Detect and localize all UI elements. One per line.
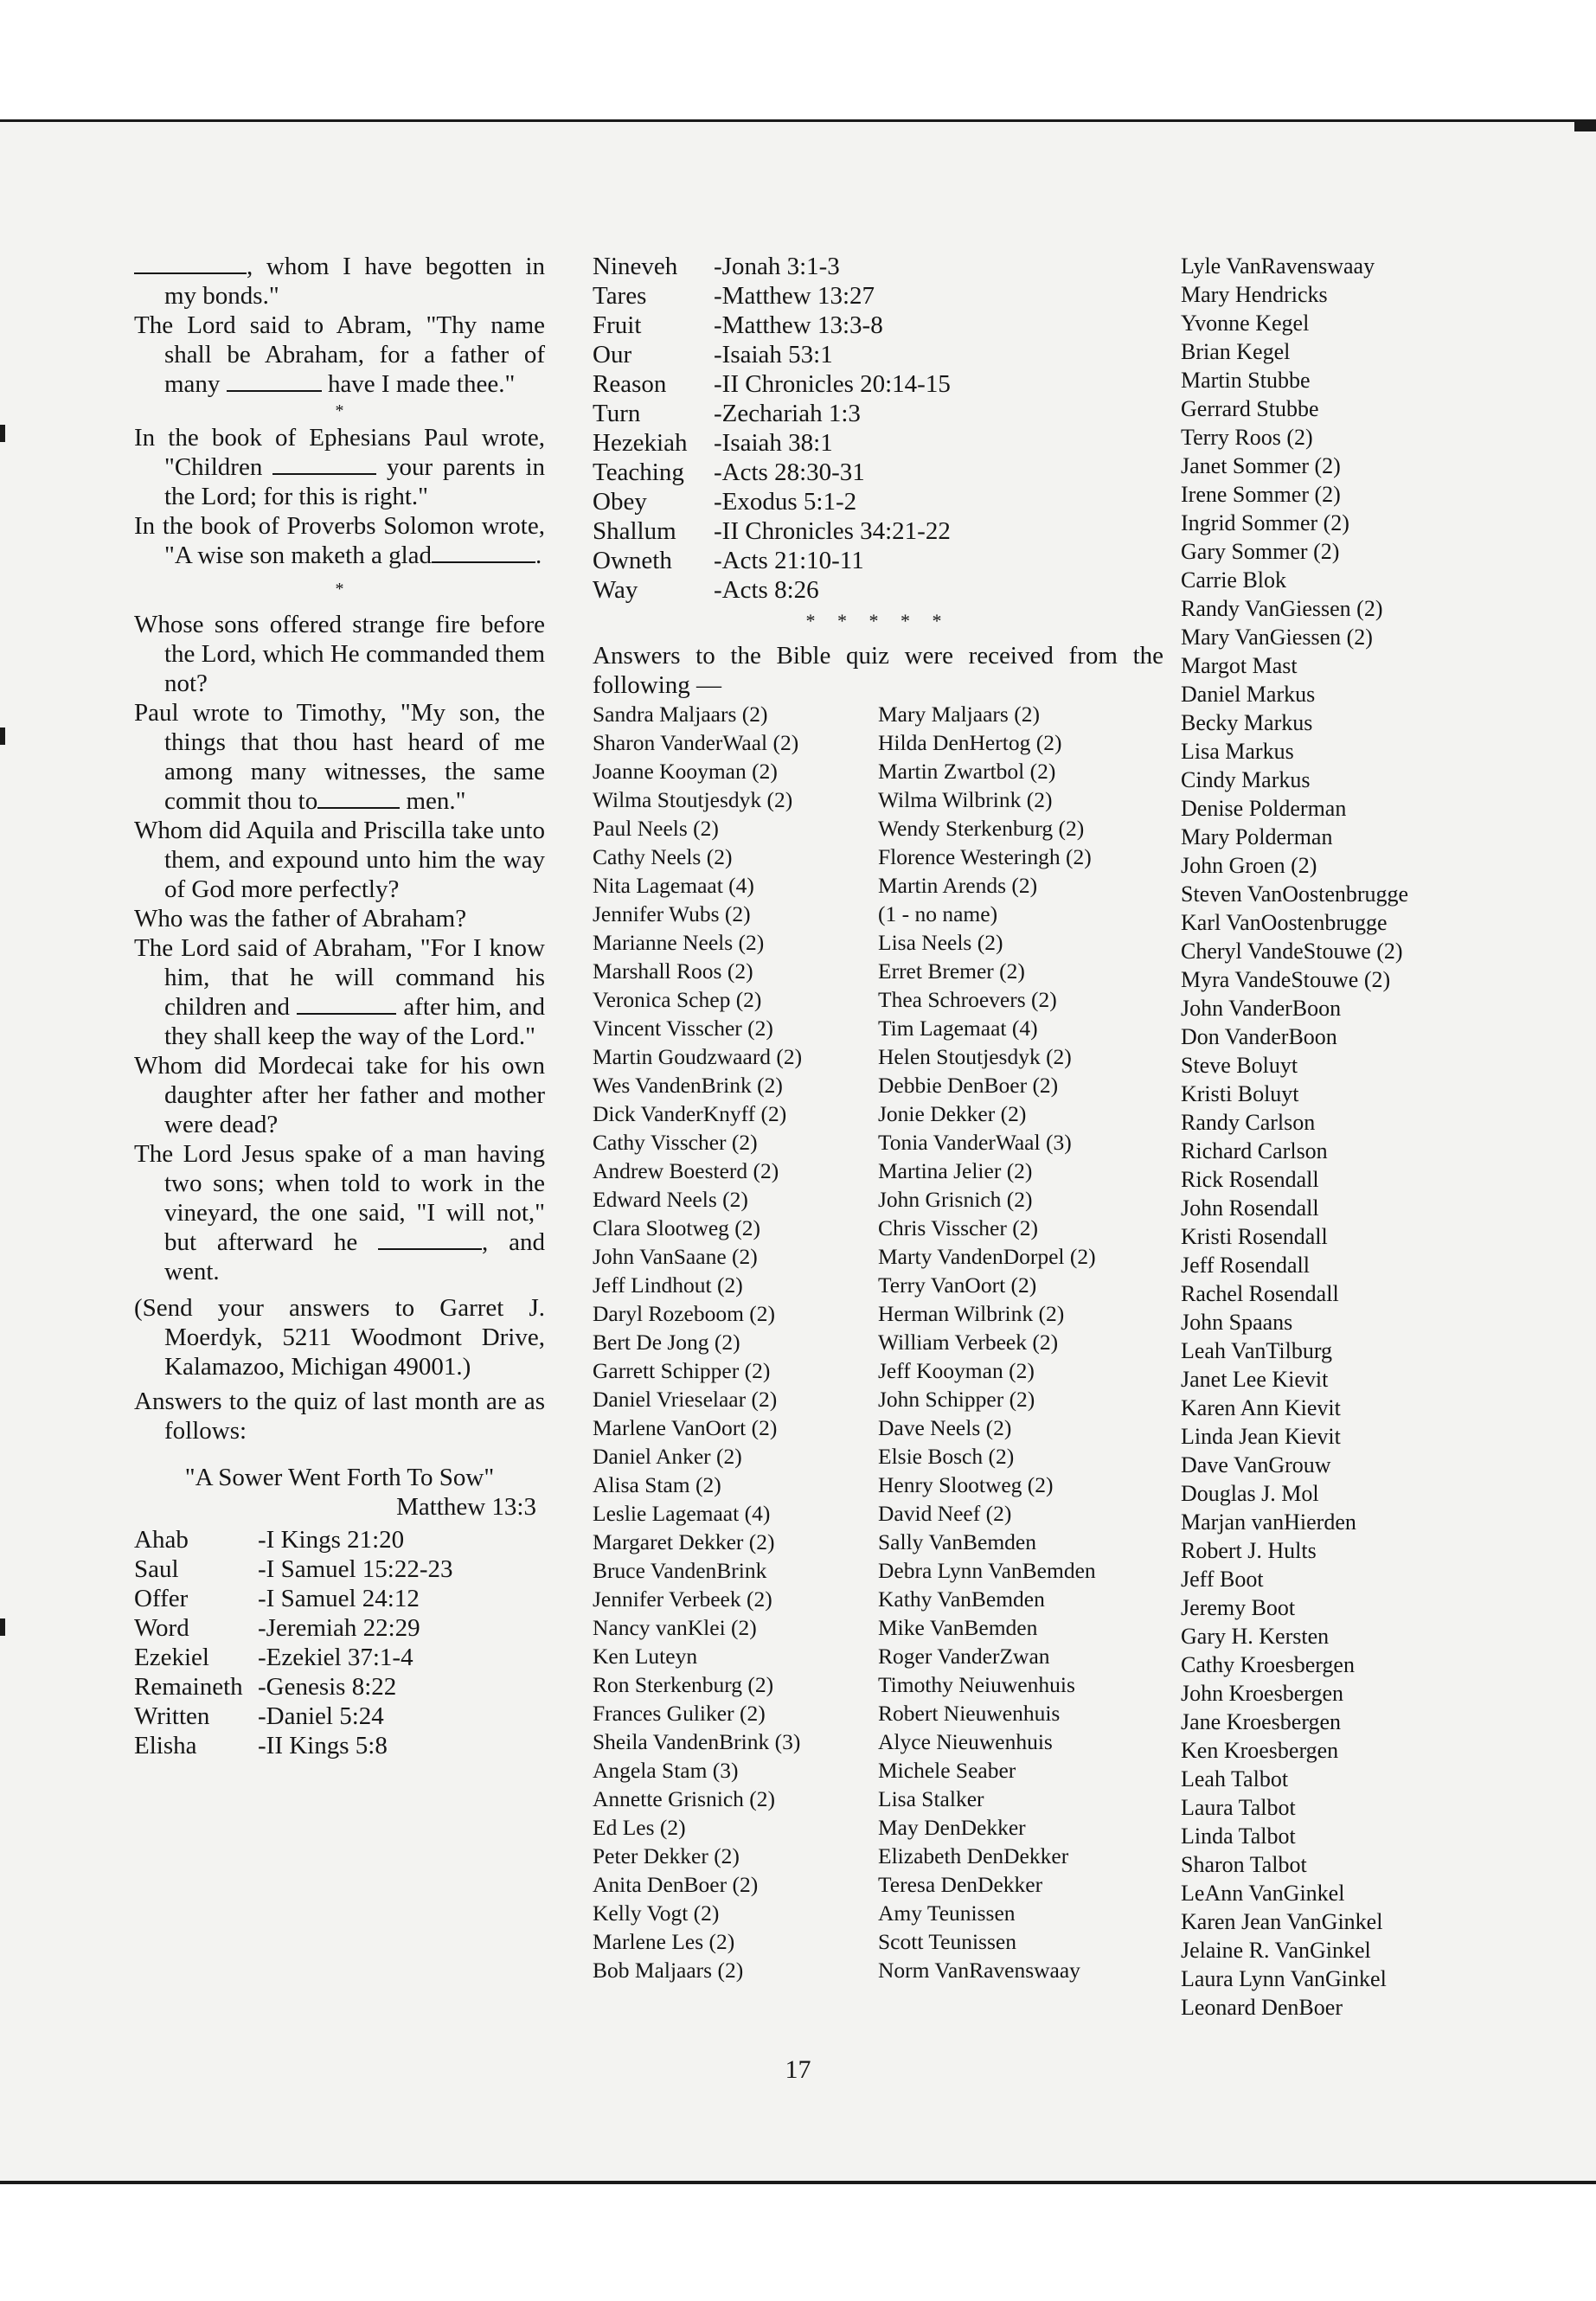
answer-row <box>593 369 1163 399</box>
answer-blank <box>227 369 322 392</box>
answer-row <box>593 516 1163 546</box>
respondent-name: Leah VanTilburg <box>1181 1338 1333 1363</box>
answer-row <box>134 1554 545 1584</box>
page-corner-mark <box>1574 119 1596 131</box>
respondent-name: Cathy Visscher (2) <box>593 1130 758 1155</box>
answer-reference: -Matthew 13:27 <box>714 282 875 310</box>
respondent-name: Cathy Kroesbergen <box>1181 1652 1355 1677</box>
answer-row <box>593 458 1163 487</box>
respondent-name: Ed Les (2) <box>593 1815 686 1840</box>
answer-row <box>593 428 1163 458</box>
respondent-name: Wilma Wilbrink (2) <box>878 787 1053 812</box>
answer-row <box>593 281 1163 311</box>
answer-word: Fruit <box>593 311 642 339</box>
answer-reference: -Acts 21:10-11 <box>714 547 864 574</box>
respondent-name: Ingrid Sommer (2) <box>1181 510 1349 535</box>
respondent-name: Douglas J. Mol <box>1181 1481 1319 1506</box>
answer-row <box>134 1702 545 1731</box>
quiz-column <box>134 252 545 1760</box>
respondent-name: Sally VanBemden <box>878 1529 1036 1554</box>
respondent-name: Nancy vanKlei (2) <box>593 1615 757 1640</box>
respondent-name: Denise Polderman <box>1181 796 1347 821</box>
respondent-name: Wes VandenBrink (2) <box>593 1073 783 1098</box>
respondent-name: Mary VanGiessen (2) <box>1181 625 1373 650</box>
page-number: 17 <box>785 2055 811 2084</box>
respondent-name: Myra VandeStouwe (2) <box>1181 967 1391 992</box>
respondent-name: Garrett Schipper (2) <box>593 1358 771 1383</box>
respondent-name: Gerrard Stubbe <box>1181 396 1319 421</box>
answers-column <box>593 252 1163 1984</box>
answer-reference: -Acts 28:30-31 <box>714 458 865 486</box>
respondent-name: Jonie Dekker (2) <box>878 1101 1027 1126</box>
respondent-name: Cheryl VandeStouwe (2) <box>1181 939 1403 964</box>
respondent-name: Wendy Sterkenburg (2) <box>878 816 1085 841</box>
last-quiz-ref: Matthew 13:3 <box>396 1493 536 1521</box>
respondent-name: Daniel Anker (2) <box>593 1444 742 1469</box>
respondent-name: Jennifer Verbeek (2) <box>593 1586 772 1612</box>
answer-word: Teaching <box>593 458 684 486</box>
separator: * <box>335 401 344 420</box>
respondent-name: Tonia VanderWaal (3) <box>878 1130 1072 1155</box>
answers-list <box>134 1525 545 1760</box>
answer-word: Owneth <box>593 547 672 574</box>
respondent-name: Florence Westeringh (2) <box>878 844 1092 869</box>
respondent-name: Michele Seaber <box>878 1758 1016 1783</box>
answer-word: Saul <box>134 1555 179 1583</box>
respondent-name: Lisa Neels (2) <box>878 930 1003 955</box>
respondent-name: Cathy Neels (2) <box>593 844 733 869</box>
quiz-question: , whom I have begotten in my bonds." <box>134 252 545 311</box>
respondent-name: Mike VanBemden <box>878 1615 1038 1640</box>
respondent-name: Martin Goudzwaard (2) <box>593 1044 803 1069</box>
respondent-name: Gary H. Kersten <box>1181 1624 1330 1649</box>
respondents-list <box>593 700 1163 1984</box>
answer-reference: -I Kings 21:20 <box>258 1526 405 1554</box>
respondent-name: Dick VanderKnyff (2) <box>593 1101 787 1126</box>
respondent-name: David Neef (2) <box>878 1501 1012 1526</box>
respondent-name: Alisa Stam (2) <box>593 1472 721 1497</box>
respondent-name: Jeff Boot <box>1181 1567 1264 1592</box>
respondent-name: John Kroesbergen <box>1181 1681 1343 1706</box>
last-month-intro: Answers to the quiz of last month are as follows: <box>134 1388 545 1445</box>
respondent-name: Wilma Stoutjesdyk (2) <box>593 787 793 812</box>
respondent-name: Hilda DenHertog (2) <box>878 730 1062 755</box>
respondent-name: Ken Kroesbergen <box>1181 1738 1339 1763</box>
answer-reference: -Matthew 13:3-8 <box>714 311 883 339</box>
respondent-name: Debbie DenBoer (2) <box>878 1073 1059 1098</box>
send-answers-note: (Send your answers to Garret J. Moerdyk, 5211 Woodmont Drive, Kalamazoo, Michigan 49001.) <box>134 1294 545 1381</box>
respondent-name: LeAnn VanGinkel <box>1181 1881 1345 1906</box>
respondent-name: Debra Lynn VanBemden <box>878 1558 1096 1583</box>
answer-word: Ezekiel <box>134 1644 209 1671</box>
respondent-name: Karl VanOostenbrugge <box>1181 910 1388 935</box>
respondent-name: Margot Mast <box>1181 653 1298 678</box>
answer-row <box>593 575 1163 605</box>
respondent-name: Martin Stubbe <box>1181 368 1311 393</box>
respondent-name: Gary Sommer (2) <box>1181 539 1340 564</box>
respondent-name: Ron Sterkenburg (2) <box>593 1672 774 1697</box>
answer-word: Written <box>134 1702 210 1730</box>
respondent-name: Marjan vanHierden <box>1181 1509 1356 1535</box>
answer-blank <box>317 786 400 809</box>
quiz-question: Who was the father of Abraham? <box>134 905 467 933</box>
answer-row <box>593 487 1163 516</box>
answer-word: Remaineth <box>134 1673 243 1701</box>
last-quiz-title: "A Sower Went Forth To Sow" <box>184 1464 495 1491</box>
binding-mark <box>0 1618 5 1636</box>
respondent-name: Randy VanGiessen (2) <box>1181 596 1383 621</box>
respondent-name: Norm VanRavenswaay <box>878 1958 1080 1983</box>
respondent-name: Daniel Markus <box>1181 682 1316 707</box>
respondent-name: Karen Ann Kievit <box>1181 1395 1341 1420</box>
answer-reference: -Isaiah 38:1 <box>714 429 833 457</box>
answer-reference: -Acts 8:26 <box>714 576 819 604</box>
respondent-name: Marlene VanOort (2) <box>593 1415 778 1440</box>
respondent-name: Thea Schroevers (2) <box>878 987 1057 1012</box>
respondent-name: Helen Stoutjesdyk (2) <box>878 1044 1072 1069</box>
respondent-name: Nita Lagemaat (4) <box>593 873 754 898</box>
quiz-question: The Lord Jesus spake of a man having two sons; when told to work in the vineyard, the one said, "I will not," but afterward he , and went. <box>134 1140 546 1285</box>
respondent-name: Leonard DenBoer <box>1181 1995 1343 2020</box>
respondent-name: Jeff Kooyman (2) <box>878 1358 1035 1383</box>
answer-word: Way <box>593 576 638 604</box>
respondent-name: Rick Rosendall <box>1181 1167 1319 1192</box>
quiz-question: The Lord said of Abraham, "For I know him, that he will command his children and after him, and they shall keep the way of the Lord." <box>134 934 546 1050</box>
respondent-name: Paul Neels (2) <box>593 816 719 841</box>
quiz-question: The Lord said to Abram, "Thy name shall be Abraham, for a father of many have I made thee." <box>134 311 545 398</box>
respondent-name: Marty VandenDorpel (2) <box>878 1244 1096 1269</box>
answer-row <box>593 252 1163 281</box>
respondent-name: Martina Jelier (2) <box>878 1158 1033 1183</box>
respondent-name: Don VanderBoon <box>1181 1024 1337 1049</box>
quiz-question: In the book of Proverbs Solomon wrote, "A wise son maketh a glad . <box>134 512 545 569</box>
respondent-name: Irene Sommer (2) <box>1181 482 1341 507</box>
respondent-name: William Verbeek (2) <box>878 1330 1059 1355</box>
respondent-name: Jane Kroesbergen <box>1181 1709 1342 1734</box>
respondent-name: Jeff Lindhout (2) <box>593 1272 743 1298</box>
answer-reference: -Genesis 8:22 <box>258 1673 397 1701</box>
respondent-name: Chris Visscher (2) <box>878 1215 1038 1240</box>
respondent-name: John Spaans <box>1181 1310 1293 1335</box>
answer-reference: -II Kings 5:8 <box>258 1732 388 1759</box>
respondent-name: Linda Jean Kievit <box>1181 1424 1341 1449</box>
respondent-name: (1 - no name) <box>878 901 998 926</box>
answer-word: Shallum <box>593 517 676 545</box>
answer-reference: -Isaiah 53:1 <box>714 341 833 369</box>
respondent-name: John VanSaane (2) <box>593 1244 758 1269</box>
respondent-name: John Grisnich (2) <box>878 1187 1033 1212</box>
respondent-name: Herman Wilbrink (2) <box>878 1301 1065 1326</box>
answer-blank <box>134 252 247 274</box>
respondent-name: Margaret Dekker (2) <box>593 1529 775 1554</box>
answer-row <box>593 340 1163 369</box>
respondent-name: Sharon Talbot <box>1181 1852 1307 1877</box>
respondent-name: Andrew Boesterd (2) <box>593 1158 779 1183</box>
separator: * <box>335 580 344 599</box>
received-intro: Answers to the Bible quiz were received from the following — <box>593 642 1163 699</box>
respondent-name: Steve Boluyt <box>1181 1053 1298 1078</box>
respondent-name: Cindy Markus <box>1181 767 1311 792</box>
respondent-name: Terry VanOort (2) <box>878 1272 1037 1298</box>
respondent-name: Rachel Rosendall <box>1181 1281 1339 1306</box>
quiz-question: Whom did Mordecai take for his own daughter after her father and mother were dead? <box>134 1052 545 1138</box>
answer-word: Ahab <box>134 1526 189 1554</box>
respondent-name: Laura Talbot <box>1181 1795 1296 1820</box>
respondent-name: Frances Guliker (2) <box>593 1701 766 1726</box>
respondent-name: Kristi Boluyt <box>1181 1081 1299 1106</box>
respondent-name: Jeff Rosendall <box>1181 1253 1310 1278</box>
answer-reference: -II Chronicles 34:21-22 <box>714 517 951 545</box>
answer-blank <box>432 541 535 563</box>
respondent-name: Yvonne Kegel <box>1181 311 1310 336</box>
quiz-question: Whom did Aquila and Priscilla take unto them, and expound unto him the way of God more perfectly? <box>134 817 545 903</box>
answer-word: Reason <box>593 370 667 398</box>
respondent-name: Elsie Bosch (2) <box>878 1444 1015 1469</box>
answer-word: Turn <box>593 400 641 427</box>
answer-reference: -Jonah 3:1-3 <box>714 253 840 280</box>
respondent-name: Marshall Roos (2) <box>593 958 753 984</box>
respondent-name: Ken Luteyn <box>593 1644 698 1669</box>
answer-word: Elisha <box>134 1732 197 1759</box>
answer-reference: -Ezekiel 37:1-4 <box>258 1644 413 1671</box>
respondent-name: Martin Arends (2) <box>878 873 1038 898</box>
respondent-name: Elizabeth DenDekker <box>878 1843 1069 1868</box>
answer-word: Hezekiah <box>593 429 688 457</box>
respondent-name: Clara Slootweg (2) <box>593 1215 761 1240</box>
answer-row <box>134 1731 545 1760</box>
answer-word: Obey <box>593 488 647 516</box>
binding-mark <box>0 727 5 745</box>
respondent-name: Steven VanOostenbrugge <box>1181 881 1409 907</box>
respondent-name: Randy Carlson <box>1181 1110 1316 1135</box>
respondent-name: Lisa Stalker <box>878 1786 984 1811</box>
respondent-name: Becky Markus <box>1181 710 1313 735</box>
respondent-name: Lisa Markus <box>1181 739 1294 764</box>
respondent-name: John VanderBoon <box>1181 996 1342 1021</box>
respondent-name: Daniel Vrieselaar (2) <box>593 1387 778 1412</box>
respondent-name: John Groen (2) <box>1181 853 1317 878</box>
answer-reference: -I Samuel 15:22-23 <box>258 1555 453 1583</box>
respondent-name: Kristi Rosendall <box>1181 1224 1328 1249</box>
stars-separator: * * * * * <box>805 610 951 631</box>
respondent-name: Terry Roos (2) <box>1181 425 1313 450</box>
answer-row <box>134 1613 545 1643</box>
answers-list <box>593 252 1163 605</box>
answer-word: Word <box>134 1614 189 1642</box>
respondent-name: Dave VanGrouw <box>1181 1452 1331 1477</box>
respondent-name: Teresa DenDekker <box>878 1872 1043 1897</box>
respondent-name: Lyle VanRavenswaay <box>1181 253 1375 279</box>
answer-word: Tares <box>593 282 647 310</box>
answer-reference: -II Chronicles 20:14-15 <box>714 370 951 398</box>
respondents-column <box>1181 252 1527 2022</box>
answer-row <box>134 1525 545 1554</box>
respondent-name: Robert J. Hults <box>1181 1538 1317 1563</box>
respondent-name: Henry Slootweg (2) <box>878 1472 1054 1497</box>
respondent-name: Amy Teunissen <box>878 1900 1016 1926</box>
quiz-question: Paul wrote to Timothy, "My son, the things that thou hast heard of me among many witnesses, the same commit thou to men." <box>134 699 545 815</box>
respondent-name: Robert Nieuwenhuis <box>878 1701 1061 1726</box>
answer-row <box>593 546 1163 575</box>
answer-reference: -I Samuel 24:12 <box>258 1585 420 1612</box>
respondent-name: Mary Hendricks <box>1181 282 1328 307</box>
answer-row <box>134 1584 545 1613</box>
respondent-name: Erret Bremer (2) <box>878 958 1025 984</box>
respondent-name: Linda Talbot <box>1181 1823 1296 1849</box>
respondent-name: Martin Zwartbol (2) <box>878 759 1056 784</box>
respondent-name: Anita DenBoer (2) <box>593 1872 759 1897</box>
quiz-question: Whose sons offered strange fire before the Lord, which He commanded them not? <box>134 611 545 697</box>
respondent-name: Joanne Kooyman (2) <box>593 759 778 784</box>
answer-reference: -Exodus 5:1-2 <box>714 488 857 516</box>
answer-reference: -Jeremiah 22:29 <box>258 1614 420 1642</box>
respondent-name: Marianne Neels (2) <box>593 930 765 955</box>
respondent-name: Bruce VandenBrink <box>593 1558 767 1583</box>
respondent-name: Alyce Nieuwenhuis <box>878 1729 1053 1754</box>
respondent-name: Vincent Visscher (2) <box>593 1016 773 1041</box>
respondent-name: Bert De Jong (2) <box>593 1330 740 1355</box>
answer-reference: -Zechariah 1:3 <box>714 400 861 427</box>
respondent-name: Karen Jean VanGinkel <box>1181 1909 1383 1934</box>
respondent-name: Veronica Schep (2) <box>593 987 762 1012</box>
quiz-question: In the book of Ephesians Paul wrote, "Children your parents in the Lord; for this is right." <box>134 424 546 510</box>
respondent-name: Marlene Les (2) <box>593 1929 735 1954</box>
respondent-name: Janet Sommer (2) <box>1181 453 1341 478</box>
answer-blank <box>378 1227 482 1250</box>
respondent-name: Richard Carlson <box>1181 1138 1328 1163</box>
respondent-name: John Schipper (2) <box>878 1387 1035 1412</box>
respondent-name: Sandra Maljaars (2) <box>593 702 768 727</box>
respondent-name: Jeremy Boot <box>1181 1595 1296 1620</box>
answer-row <box>134 1672 545 1702</box>
respondent-name: Roger VanderZwan <box>878 1644 1050 1669</box>
magazine-page <box>0 119 1596 2184</box>
answer-word: Our <box>593 341 632 369</box>
respondent-name: Timothy Neiuwenhuis <box>878 1672 1075 1697</box>
respondent-name: Sharon VanderWaal (2) <box>593 730 799 755</box>
answer-row <box>134 1643 545 1672</box>
respondent-name: Angela Stam (3) <box>593 1758 739 1783</box>
respondent-name: Tim Lagemaat (4) <box>878 1016 1038 1041</box>
respondent-name: Sheila VandenBrink (3) <box>593 1729 801 1754</box>
respondent-name: Janet Lee Kievit <box>1181 1367 1329 1392</box>
answer-row <box>593 399 1163 428</box>
respondent-name: Peter Dekker (2) <box>593 1843 740 1868</box>
respondent-name: Annette Grisnich (2) <box>593 1786 776 1811</box>
answer-blank <box>272 452 376 475</box>
answer-word: Offer <box>134 1585 189 1612</box>
respondent-name: Scott Teunissen <box>878 1929 1016 1954</box>
answer-blank <box>297 992 396 1015</box>
answer-row <box>593 311 1163 340</box>
respondent-name: May DenDekker <box>878 1815 1026 1840</box>
respondent-name: Dave Neels (2) <box>878 1415 1012 1440</box>
answer-reference: -Daniel 5:24 <box>258 1702 384 1730</box>
respondent-name: Daryl Rozeboom (2) <box>593 1301 776 1326</box>
answer-word: Nineveh <box>593 253 678 280</box>
respondent-name: John Rosendall <box>1181 1195 1319 1221</box>
respondent-name: Mary Maljaars (2) <box>878 702 1040 727</box>
respondent-name: Jennifer Wubs (2) <box>593 901 751 926</box>
respondent-name: Jelaine R. VanGinkel <box>1181 1938 1371 1963</box>
respondent-name: Kathy VanBemden <box>878 1586 1045 1612</box>
respondent-name: Carrie Blok <box>1181 567 1287 593</box>
respondent-name: Kelly Vogt (2) <box>593 1900 720 1926</box>
respondent-name: Laura Lynn VanGinkel <box>1181 1966 1387 1991</box>
respondent-name: Edward Neels (2) <box>593 1187 748 1212</box>
respondent-name: Brian Kegel <box>1181 339 1291 364</box>
respondent-name: Leslie Lagemaat (4) <box>593 1501 771 1526</box>
binding-mark <box>0 425 5 442</box>
respondent-name: Bob Maljaars (2) <box>593 1958 744 1983</box>
respondent-name: Mary Polderman <box>1181 824 1333 849</box>
respondent-name: Leah Talbot <box>1181 1766 1289 1791</box>
